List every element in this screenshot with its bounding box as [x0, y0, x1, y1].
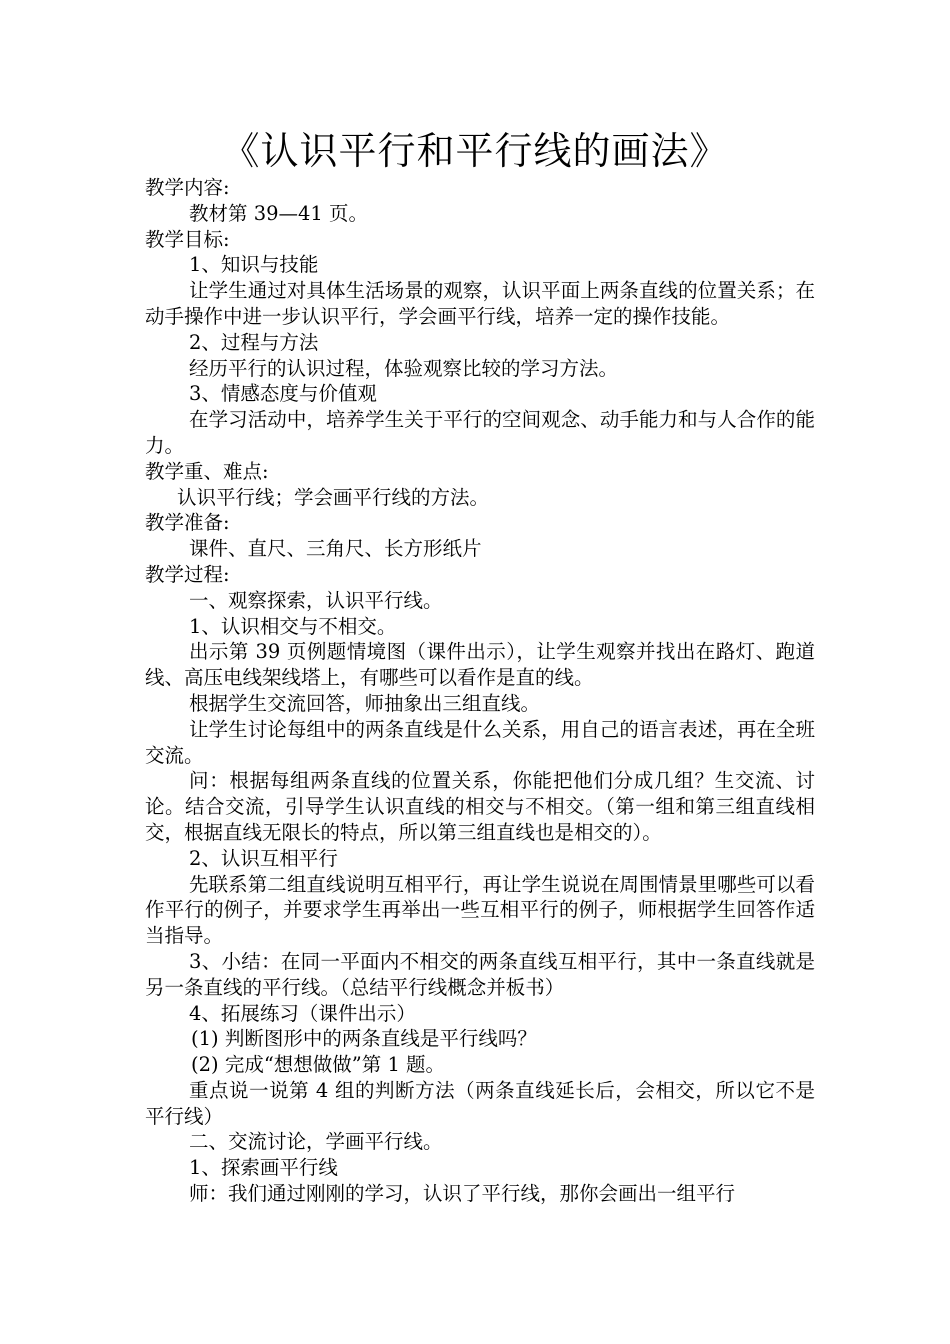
paragraph: 1、知识与技能: [189, 253, 319, 277]
paragraph: 在学习活动中，培养学生关于平行的空间观念、动手能力和与人合作的能力。: [145, 408, 815, 457]
paragraph: 课件、直尺、三角尺、长方形纸片: [189, 537, 482, 561]
paragraph: 2、过程与方法: [189, 330, 319, 354]
document-title: 《认识平行和平行线的画法》: [221, 129, 729, 173]
paragraph: 师：我们通过刚刚的学习，认识了平行线，那你会画出一组平行: [189, 1182, 736, 1206]
document-body: [145, 175, 815, 1207]
paragraph: 经历平行的认识过程，体验观察比较的学习方法。: [189, 356, 619, 380]
paragraph: 让学生通过对具体生活场景的观察，认识平面上两条直线的位置关系；在动手操作中进一步认识平行，学会画平行线，培养一定的操作技能。: [145, 279, 815, 328]
paragraph: 2、认识互相平行: [189, 846, 338, 870]
paragraph: (2) 完成“想想做做”第 1 题。: [191, 1053, 446, 1077]
paragraph: 3、小结：在同一平面内不相交的两条直线互相平行，其中一条直线就是另一条直线的平行线。（总结平行线概念并板书）: [145, 949, 815, 999]
section-heading: 教学目标:: [145, 227, 230, 251]
paragraph: 问：根据每组两条直线的位置关系，你能把他们分成几组？生交流、讨论。结合交流，引导学生认识直线的相交与不相交。（第一组和第三组直线相交，根据直线无限长的特点，所以第三组直线也是相交的）。: [145, 769, 815, 844]
paragraph: 出示第 39 页例题情境图（课件出示），让学生观察并找出在路灯、跑道线、高压电线架线塔上，有哪些可以看作是直的线。: [145, 640, 815, 690]
paragraph: 教材第 39—41 页。: [189, 201, 369, 225]
paragraph: 重点说一说第 4 组的判断方法（两条直线延长后，会相交，所以它不是平行线）: [145, 1078, 815, 1128]
paragraph: (1) 判断图形中的两条直线是平行线吗？: [191, 1027, 537, 1051]
section-heading: 教学过程:: [145, 562, 230, 586]
paragraph: 先联系第二组直线说明互相平行，再让学生说说在周围情景里哪些可以看作平行的例子，并要求学生再举出一些互相平行的例子，师根据学生回答作适当指导。: [145, 872, 815, 948]
section-heading: 教学内容:: [145, 176, 230, 199]
paragraph: 1、认识相交与不相交。: [189, 614, 397, 638]
section-heading: 教学重、难点:: [145, 459, 269, 483]
paragraph: 根据学生交流回答，师抽象出三组直线。: [189, 691, 541, 715]
paragraph: 认识平行线；学会画平行线的方法。: [177, 485, 490, 509]
paragraph: 让学生讨论每组中的两条直线是什么关系，用自己的语言表述，再在全班交流。: [145, 717, 815, 767]
paragraph: 二、交流讨论，学画平行线。: [189, 1130, 443, 1154]
section-heading: 教学准备:: [145, 511, 230, 535]
paragraph: 1、探索画平行线: [189, 1156, 338, 1180]
paragraph: 3、情感态度与价值观: [189, 382, 377, 406]
paragraph: 4、拓展练习（课件出示）: [189, 1001, 416, 1025]
paragraph: 一、观察探索，认识平行线。: [189, 588, 443, 612]
